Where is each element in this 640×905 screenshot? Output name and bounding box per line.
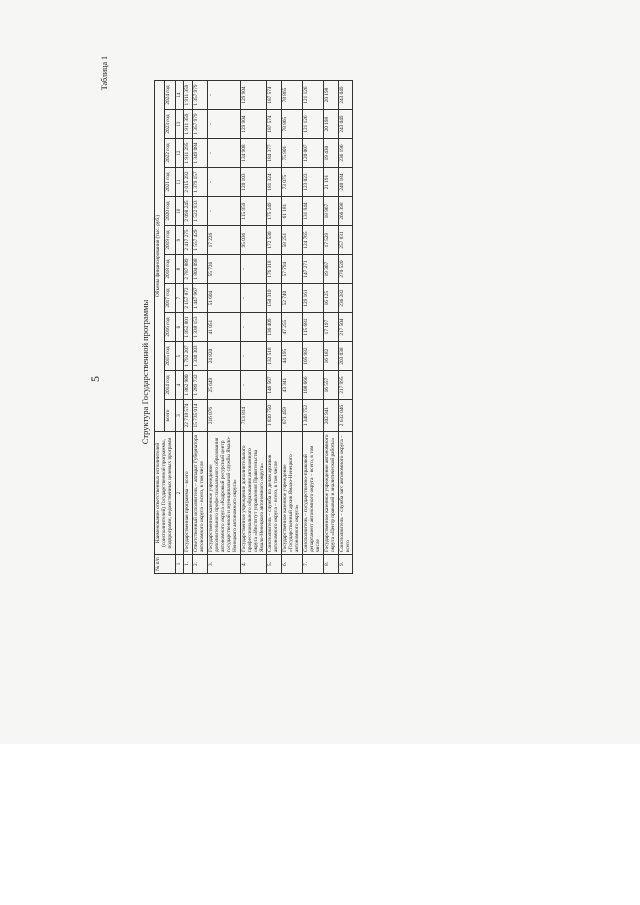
index-cell: 7 [175,284,184,313]
funding-value: 43 341 [282,371,303,400]
funding-value: 203 038 [338,342,353,371]
blank-area [0,744,640,905]
header-year: 2019 год [165,226,175,255]
funding-value: 172 530 [267,226,282,255]
funding-value: 187 574 [267,110,282,139]
header-year: 2016 год [165,313,175,342]
row-number: 3. [208,555,241,574]
funding-value: 132 518 [267,342,282,371]
funding-value: 150 310 [267,284,282,313]
funding-value: 1 862 980 [184,371,193,400]
funding-value: 41 051 [208,313,241,342]
row-name: Государственное казенное учреждение «Государственный архив Ямало-Ненецкого автономного округа» [282,432,303,555]
funding-value: 1 379 157 [193,168,208,197]
funding-value: 20 198 [323,110,338,139]
funding-value: 2 015 292 [184,168,193,197]
funding-value: 175 249 [267,197,282,226]
row-name: Соисполнитель – служба загс автономного округа – всего [338,432,353,555]
header-year: 2024 год [165,81,175,110]
funding-value: 25 649 [208,371,241,400]
funding-value: 20 198 [323,81,338,110]
row-number: 6. [282,555,303,574]
funding-value: 243 049 [338,81,353,110]
funding-value: 216 076 [208,400,241,432]
funding-value: - [240,342,267,371]
funding-value: 1 852 801 [184,313,193,342]
index-cell: 11 [175,168,184,197]
row-number: 4. [240,555,267,574]
funding-value: 266 398 [338,197,353,226]
funding-value: 47 255 [282,313,303,342]
funding-value: 44 195 [282,342,303,371]
funding-value: 1 348 752 [303,400,324,432]
funding-value: 1 522 933 [193,197,208,226]
header-year: 2020 год [165,197,175,226]
funding-value: 1 911 359 [184,110,193,139]
funding-value: 105 982 [303,342,324,371]
row-name: Государственное казенное учреждение автономного округа «Центр правовой и аналитической работы» [323,432,338,555]
funding-value: 17 197 [323,313,338,342]
funding-value: 2 787 889 [184,255,193,284]
funding-value: 136 409 [267,313,282,342]
funding-value: 78 865 [282,110,303,139]
row-name: Соисполнитель – служба по делам архивов автономного округа – всего, в том числе [267,432,282,555]
funding-value: 108 666 [303,371,324,400]
document-title: Структура Государственной программы [140,299,150,445]
funding-value: 129 161 [303,284,324,313]
row-number: 9. [338,555,353,574]
funding-value: - [208,81,241,110]
funding-value: 1 357 979 [193,81,208,110]
header-year: всего [165,400,175,432]
funding-value: 75 901 [282,139,303,168]
header-num: № п/п [155,555,176,574]
row-name: Ответственный исполнитель – аппарат Губернатора автономного округа – всего, в том числе [193,432,208,555]
funding-value: 16 557 [323,371,338,400]
funding-value: 123 023 [303,168,324,197]
funding-value: - [240,255,267,284]
funding-value: 134 908 [240,139,267,168]
index-cell: 12 [175,139,184,168]
funding-value: 57 794 [282,255,303,284]
table-row [323,81,338,574]
funding-value: 55 726 [208,255,241,284]
funding-value: 1 330 303 [193,342,208,371]
funding-value: 51 604 [208,284,241,313]
table-row [267,81,282,574]
funding-value: 58 251 [282,226,303,255]
funding-value: 1 289 732 [193,371,208,400]
table-row [338,81,353,574]
row-name: Соисполнитель – государственно-правовой департамент автономного округа – всего, в том числе [303,432,324,555]
row-number: 2. [193,555,208,574]
funding-value: 1 447 967 [193,284,208,313]
index-cell: 8 [175,255,184,284]
table-row [282,81,303,574]
funding-value: 1 338 153 [193,313,208,342]
table-row [208,81,241,574]
table-header-row [155,81,165,574]
funding-value: 120 103 [240,168,267,197]
funding-value: 17 529 [323,226,338,255]
header-year: 2023 год [165,110,175,139]
funding-value: 129 904 [240,110,267,139]
funding-value: 16 125 [323,284,338,313]
funding-value: 1 792 207 [184,342,193,371]
funding-value: 202 941 [323,400,338,432]
index-cell: 4 [175,371,184,400]
funding-value: 146 567 [267,371,282,400]
row-number: 7. [303,555,324,574]
funding-value: 19 367 [323,255,338,284]
funding-value: 124 765 [303,226,324,255]
header-year: 2017 год [165,284,175,313]
row-number: 8. [323,555,338,574]
funding-value: 1 911 295 [184,139,193,168]
header-name: Наименование ответственных исполнителей (соисполнителей) Государственной программы, подпрограмм, ведомственных целевых программ [155,432,176,555]
funding-value: 2 098 245 [184,197,193,226]
index-cell: 2 [175,432,184,555]
column-index-row [175,81,184,574]
funding-value: 115 959 [240,197,267,226]
funding-value: - [208,168,241,197]
index-cell: 13 [175,110,184,139]
funding-value: 52 740 [282,284,303,313]
funding-value: - [208,110,241,139]
index-cell: 1 [175,555,184,574]
header-year: 2021 год [165,168,175,197]
index-cell: 9 [175,226,184,255]
funding-value: 147 271 [303,255,324,284]
header-year: 2014 год [165,371,175,400]
header-funding: Объемы финансирования (тыс. руб.) [155,81,165,432]
funding-value: 1 804 098 [193,255,208,284]
funding-value: 187 574 [267,81,282,110]
funding-value: - [208,197,241,226]
funding-value: 236 196 [338,139,353,168]
table-label: Таблица 1 [100,56,109,91]
funding-value: 19 430 [323,139,338,168]
header-year: 2015 год [165,342,175,371]
funding-value: 22 718 574 [184,400,193,432]
funding-value: - [240,284,267,313]
funding-value: 121 126 [303,110,324,139]
funding-value: 2 632 046 [338,400,353,432]
row-name: Государственное казенное учреждение дополнительного профессионального образования автономного округа «Кадровый ресурсный центр государственной и муниципальной службы Ямало-Ненецкого автономного округа» [208,432,241,555]
funding-value: 115 681 [303,313,324,342]
funding-value: 713 814 [240,400,267,432]
funding-value: 176 318 [267,255,282,284]
funding-value: 120 007 [303,139,324,168]
table-row [303,81,324,574]
funding-value: 24 820 [208,342,241,371]
funding-value: 1 557 429 [193,226,208,255]
funding-value: 671 459 [282,400,303,432]
funding-value: 270 520 [338,255,353,284]
funding-value: 2 417 275 [184,226,193,255]
header-year: 2022 год [165,139,175,168]
page-number: 5 [88,376,102,382]
index-cell: 3 [175,400,184,432]
funding-value: 257 831 [338,226,353,255]
funding-value: 236 282 [338,284,353,313]
funding-value: 2 157 872 [184,284,193,313]
row-name: Государственная программа – всего [184,432,193,555]
funding-value: 240 184 [338,168,353,197]
funding-value: 1 349 084 [193,139,208,168]
funding-value: 121 126 [303,81,324,110]
funding-value: 95 036 [240,226,267,255]
index-cell: 14 [175,81,184,110]
index-cell: 5 [175,342,184,371]
funding-value: 18 967 [323,197,338,226]
row-name: Государственное учреждение дополнительного профессионального образования автономного округа «Институт управления Правительства Ямало-Ненецкого автономного округа» [240,432,267,555]
funding-value: 1 830 750 [267,400,282,432]
program-structure-table [154,80,353,574]
funding-value: 217 504 [338,313,353,342]
funding-value: 181 324 [267,168,282,197]
table-row [193,81,208,574]
funding-value: 17 226 [208,226,241,255]
funding-value: 73 075 [282,168,303,197]
funding-value: 217 995 [338,371,353,400]
funding-value: 78 865 [282,81,303,110]
funding-value: 1 357 979 [193,110,208,139]
table-row [184,81,193,574]
funding-value: - [240,371,267,400]
funding-value: 16 182 [323,342,338,371]
header-year: 2018 год [165,255,175,284]
funding-value: - [208,139,241,168]
funding-value: 131 944 [303,197,324,226]
funding-value: 15 735 014 [193,400,208,432]
funding-value: 184 377 [267,139,282,168]
table-row [240,81,267,574]
funding-value: - [240,313,267,342]
funding-value: 243 049 [338,110,353,139]
index-cell: 10 [175,197,184,226]
funding-value: 129 904 [240,81,267,110]
index-cell: 6 [175,313,184,342]
funding-value: 1 911 359 [184,81,193,110]
row-number: 5. [267,555,282,574]
row-number: 1. [184,555,193,574]
funding-value: 61 181 [282,197,303,226]
funding-value: 21 191 [323,168,338,197]
